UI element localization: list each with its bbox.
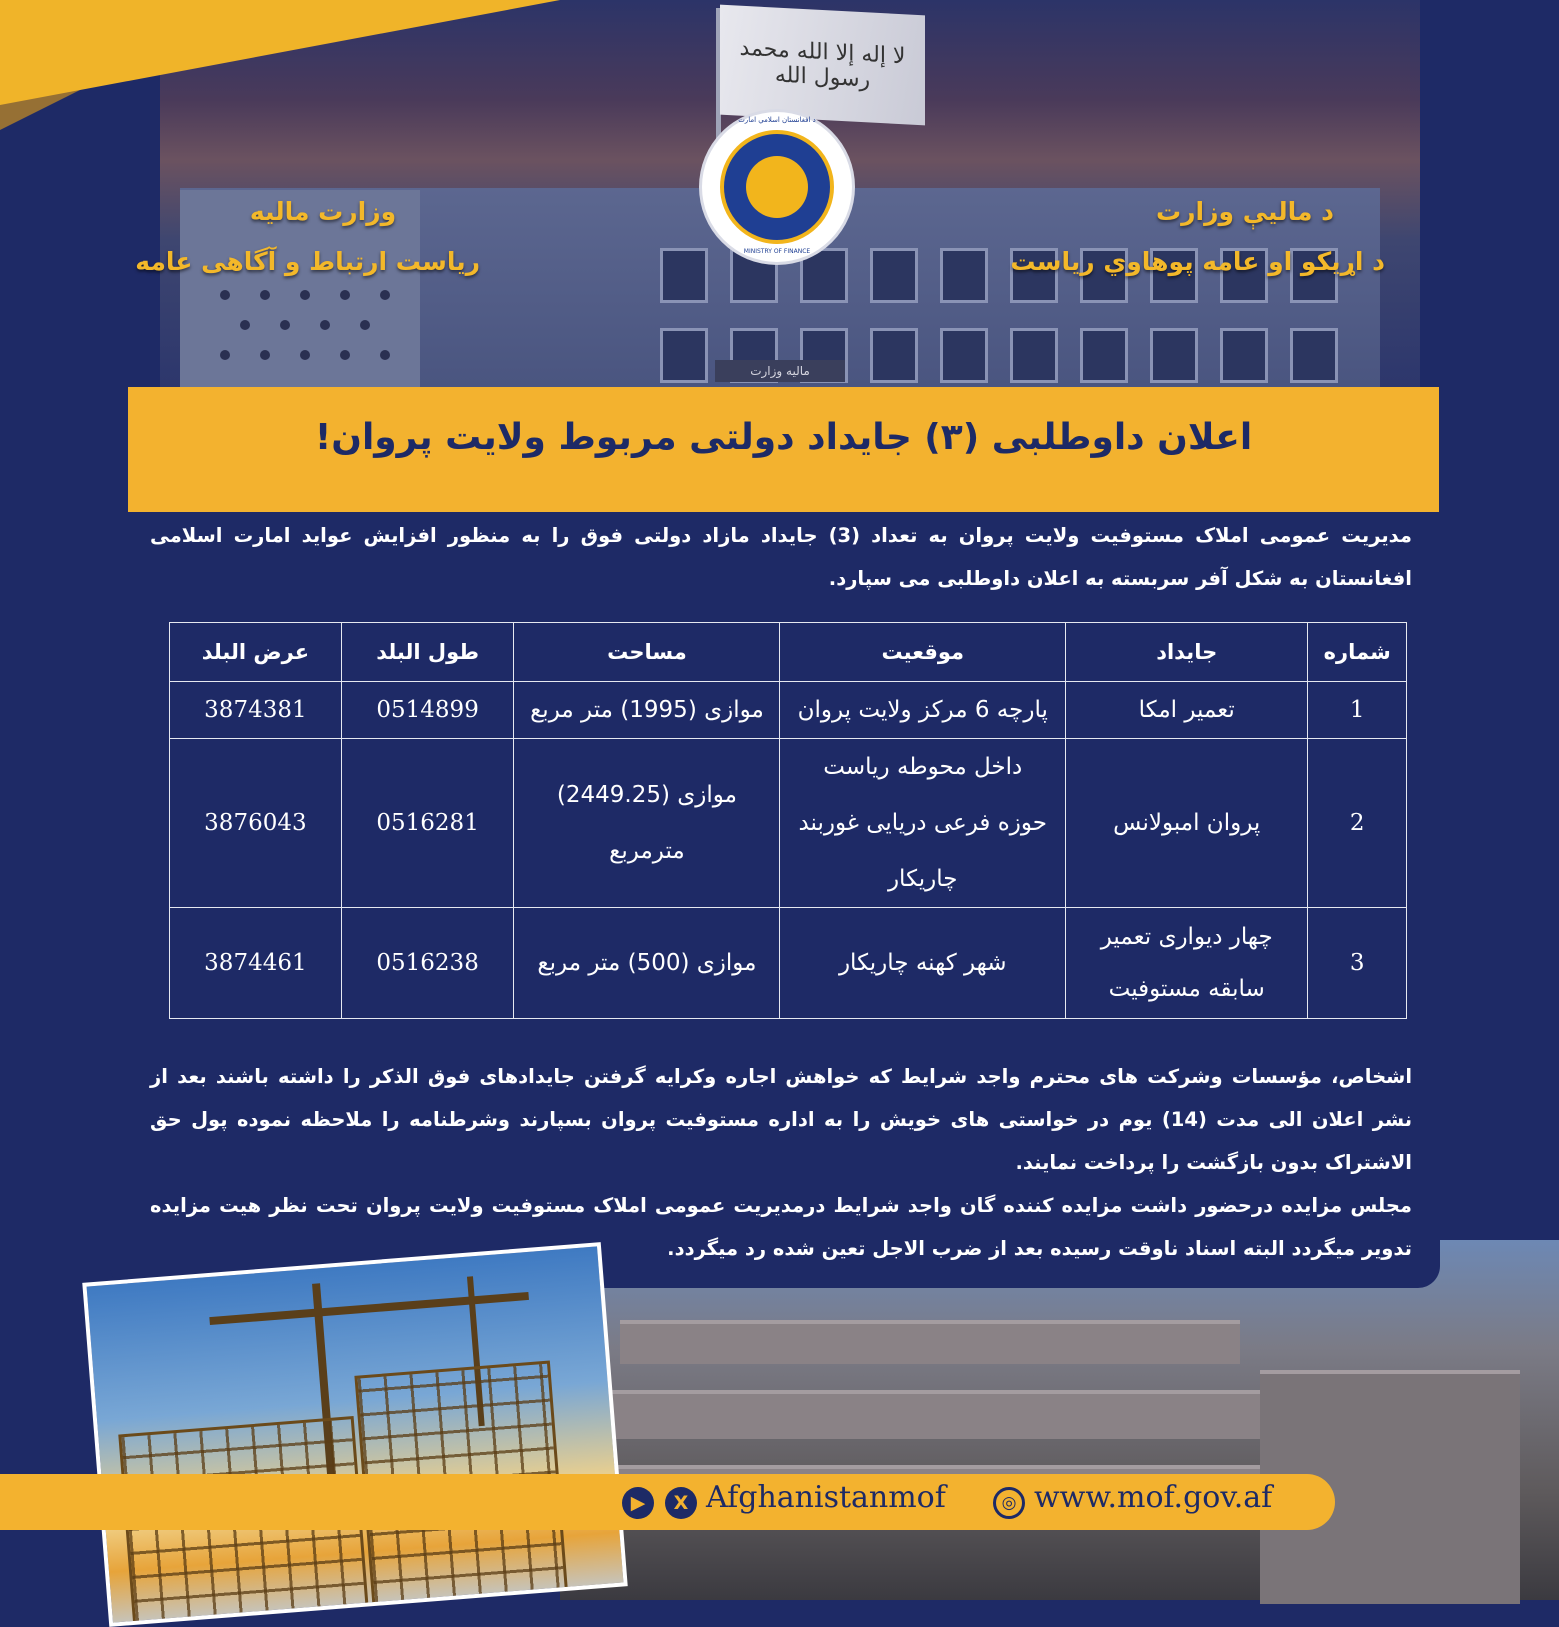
table-row: [170, 908, 1407, 1019]
property-table: [169, 622, 1407, 1019]
row-property: پروان امبولانس: [1066, 739, 1308, 908]
x-icon[interactable]: X: [665, 1487, 697, 1519]
table-row: [170, 739, 1407, 908]
row-number: 2: [1308, 739, 1407, 908]
announcement-title: اعلان داوطلبی (۳) جایداد دولتی مربوط ولایت پروان!: [314, 417, 1253, 458]
building-sign: مالیه وزارت: [715, 360, 845, 382]
row-longitude: 0516281: [341, 739, 514, 908]
title-bar: [128, 387, 1439, 512]
row-longitude: 0516238: [341, 908, 514, 1019]
row-latitude: 3874461: [170, 908, 342, 1019]
row-area: موازی (1995) متر مربع: [514, 682, 780, 739]
row-location-line: داخل محوطه ریاست: [823, 754, 1023, 780]
social-handle-link[interactable]: Afghanistanmof: [706, 1480, 946, 1515]
row-location: شهر کهنه چاریکار: [780, 908, 1066, 1019]
row-property-line: سابقه مستوفیت: [1108, 976, 1265, 1002]
flag-text: لا إله إلا الله محمد رسول الله: [739, 35, 906, 93]
row-area-line: موازی (2449.25): [556, 782, 737, 808]
website-link[interactable]: www.mof.gov.af: [1034, 1480, 1273, 1515]
construction-photo: [82, 1242, 627, 1627]
youtube-icon[interactable]: ▶: [622, 1487, 654, 1519]
row-latitude: 3876043: [170, 739, 342, 908]
row-area-line: مترمربع: [609, 838, 685, 864]
corner-accent: [0, 0, 560, 105]
header-left-line1: وزارت مالیه: [249, 197, 397, 226]
footer-bar: [0, 1474, 1335, 1530]
header-longitude: طول البلد: [341, 623, 514, 682]
table-row: [170, 682, 1407, 739]
row-property: [1066, 908, 1308, 1019]
logo-text-top: د افغانستان اسلامي امارت: [738, 116, 816, 124]
ministry-logo: [702, 112, 852, 262]
body-paragraph-2: مجلس مزایده درحضور داشت مزایده کننده گان واجد شرایط درمدیریت عمومی املاک مستوفیت ولایت پروان تحت نظر هیت مزایده تدویر میگردد البته اسناد ناوقت رسیده بعد از ضرب الاجل تعین شده رد میگردد.: [150, 1194, 1412, 1260]
row-latitude: 3874381: [170, 682, 342, 739]
flag: [720, 5, 925, 126]
logo-emblem: [746, 156, 808, 218]
intro-paragraph: مدیریت عمومی املاک مستوفیت ولایت پروان به تعداد (3) جایداد مازاد دولتی فوق را به منظور افزایش عواید امارت اسلامی افغانستان به شکل آفر سربسته به اعلان داوطلبی می سپارد.: [150, 524, 1412, 590]
table-header-row: [170, 623, 1407, 682]
header-right-line1: د مالیې وزارت: [1155, 197, 1334, 226]
logo-text-bottom: MINISTRY OF FINANCE: [743, 248, 811, 255]
row-property: تعمیر امکا: [1066, 682, 1308, 739]
row-number: 3: [1308, 908, 1407, 1019]
body-paragraph-1: اشخاص، مؤسسات وشرکت های محترم واجد شرایط که خواهش اجاره وکرایه گرفتن جایدادهای فوق الذکر را داشته باشند بعد از نشر اعلان الی مدت (14) یوم در خواستی های خویش را به اداره مستوفیت پروان بسپارند وشرطنامه را ملاحظه نموده پول حق الاشتراک بدون بازگشت را پرداخت نمایند.: [150, 1065, 1413, 1174]
row-longitude: 0514899: [341, 682, 514, 739]
row-location: [780, 739, 1066, 908]
header-latitude: عرض البلد: [170, 623, 342, 682]
row-number: 1: [1308, 682, 1407, 739]
row-location-line: چاریکار: [887, 866, 958, 892]
header-location: موقعیت: [780, 623, 1066, 682]
header-property: جایداد: [1066, 623, 1308, 682]
header-left-line2: ریاست ارتباط و آگاهی عامه: [135, 247, 480, 276]
logo-ring: [720, 130, 834, 244]
header-right-line2: د اړیکو او عامه پوهاوي ریاست: [1010, 247, 1385, 276]
crane-jib: [209, 1292, 529, 1325]
row-location-line: حوزه فرعی دریایی غوربند: [798, 810, 1047, 836]
globe-icon: ◎: [993, 1487, 1025, 1519]
row-location: پارچه 6 مرکز ولایت پروان: [780, 682, 1066, 739]
row-area: [514, 739, 780, 908]
row-property-line: چهار دیواری تعمیر: [1100, 924, 1273, 950]
header-area: مساحت: [514, 623, 780, 682]
building-photo-bottom: [560, 1240, 1559, 1600]
row-area: موازی (500) متر مربع: [514, 908, 780, 1019]
header-number: شماره: [1308, 623, 1407, 682]
